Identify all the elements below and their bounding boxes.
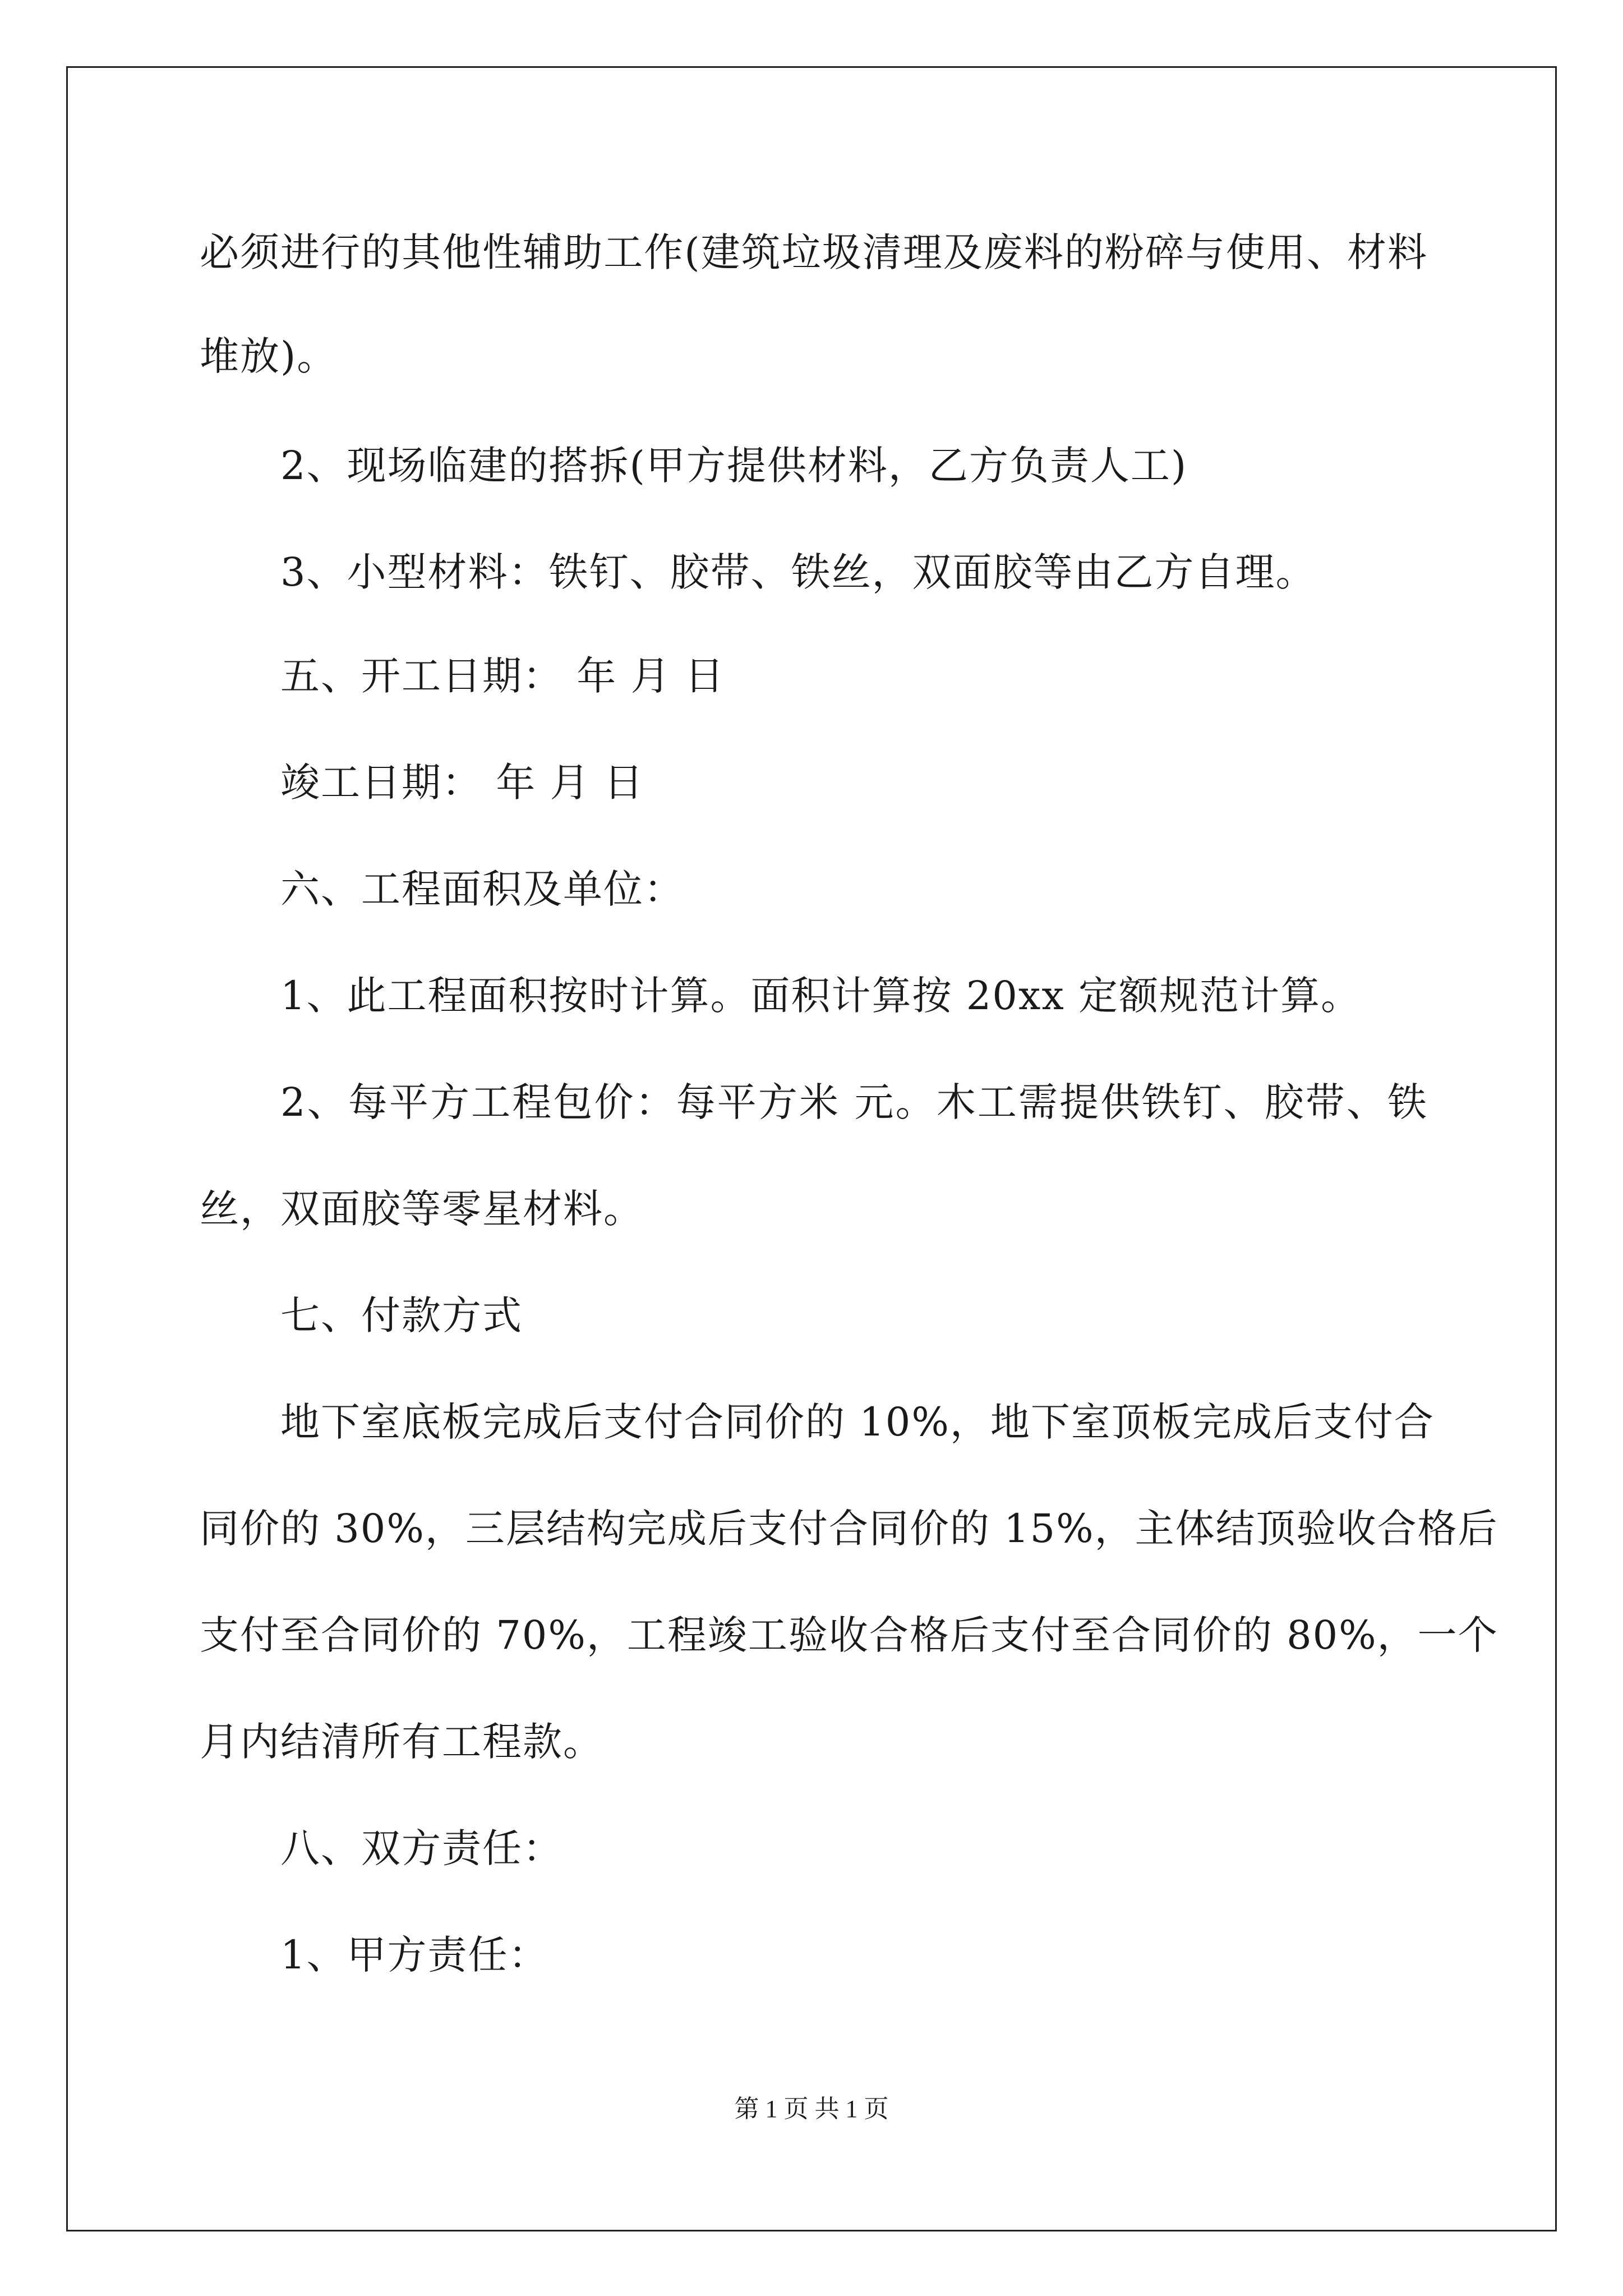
- paragraph-line: 1、此工程面积按时计算。面积计算按 20xx 定额规范计算。: [280, 973, 1362, 1019]
- section-heading: 七、付款方式: [280, 1292, 523, 1338]
- paragraph-line: 同价的 30%，三层结构完成后支付合同价的 15%，主体结顶验收合格后: [200, 1506, 1498, 1552]
- paragraph-line: 2、每平方工程包价：每平方米 元。木工需提供铁钉、胶带、铁: [280, 1079, 1428, 1125]
- paragraph-line: 地下室底板完成后支付合同价的 10%，地下室顶板完成后支付合: [280, 1399, 1435, 1445]
- paragraph-line: 丝，双面胶等零星材料。: [200, 1186, 644, 1232]
- paragraph-line: 必须进行的其他性辅助工作(建筑垃圾清理及废料的粉碎与使用、材料: [200, 229, 1428, 275]
- page-footer: 第 1 页 共 1 页: [734, 2095, 889, 2123]
- paragraph-line: 月内结清所有工程款。: [200, 1719, 603, 1765]
- paragraph-line: 支付至合同价的 70%，工程竣工验收合格后支付至合同价的 80%，一个: [200, 1612, 1498, 1658]
- section-heading: 六、工程面积及单位：: [280, 866, 684, 912]
- paragraph-line: 堆放)。: [200, 333, 338, 379]
- page-border: [66, 66, 1557, 2231]
- paragraph-line: 2、现场临建的搭拆(甲方提供材料，乙方负责人工): [280, 443, 1188, 489]
- paragraph-line: 3、小型材料：铁钉、胶带、铁丝，双面胶等由乙方自理。: [280, 549, 1316, 595]
- section-heading: 五、开工日期： 年 月 日: [280, 653, 725, 699]
- paragraph-line: 1、甲方责任：: [280, 1932, 549, 1978]
- section-heading: 八、双方责任：: [280, 1825, 563, 1871]
- paragraph-line: 竣工日期： 年 月 日: [280, 760, 644, 806]
